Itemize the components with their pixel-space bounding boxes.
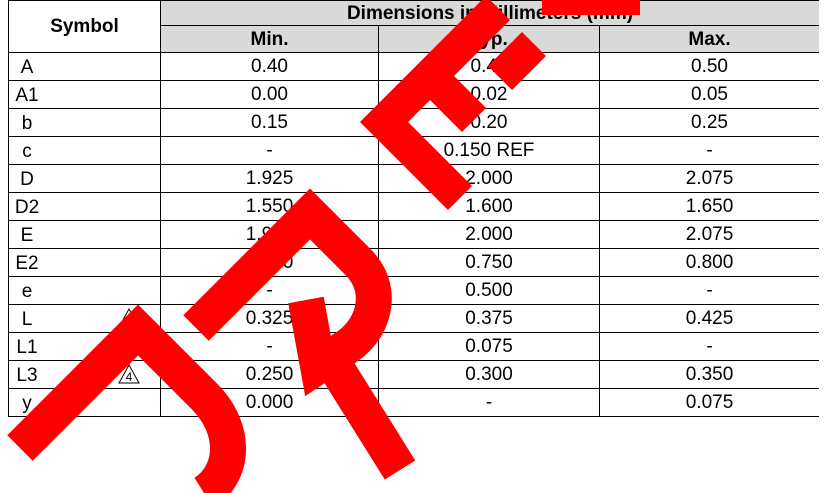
note-triangle-icon	[118, 364, 140, 384]
table-row	[9, 221, 820, 249]
min-value: 0.325	[161, 305, 379, 333]
symbol-label: D2	[14, 197, 40, 218]
symbol-label: L	[21, 309, 33, 330]
note-number: 4	[125, 314, 133, 328]
min-value: -	[161, 137, 379, 165]
typ-value: 0.750	[379, 249, 600, 277]
typ-value: 0.300	[379, 361, 600, 389]
max-value: 0.25	[600, 109, 820, 137]
header-row-1	[9, 1, 820, 26]
min-value: 1.925	[161, 165, 379, 193]
min-value: -	[161, 277, 379, 305]
min-header: Min.	[161, 26, 379, 53]
symbol-header: Symbol	[9, 1, 161, 53]
max-value: 0.05	[600, 81, 820, 109]
symbol-cell	[9, 53, 161, 81]
symbol-label: L3	[16, 365, 38, 386]
typ-value: 0.500	[379, 277, 600, 305]
typ-value: 0.20	[379, 109, 600, 137]
table-row	[9, 389, 820, 417]
symbol-cell	[9, 333, 161, 361]
table-row	[9, 305, 820, 333]
table-row	[9, 249, 820, 277]
max-value: -	[600, 137, 820, 165]
note-number: 4	[125, 370, 133, 384]
min-value: 1.550	[161, 193, 379, 221]
min-value: 0.40	[161, 53, 379, 81]
symbol-cell	[9, 81, 161, 109]
min-value: 1.925	[161, 221, 379, 249]
table-row	[9, 361, 820, 389]
note-number: 4	[125, 342, 133, 356]
table-row	[9, 333, 820, 361]
max-value: 1.650	[600, 193, 820, 221]
max-value: 2.075	[600, 165, 820, 193]
symbol-label: D	[20, 169, 34, 190]
min-value: 0.700	[161, 249, 379, 277]
typ-value: 0.075	[379, 333, 600, 361]
max-value: 2.075	[600, 221, 820, 249]
symbol-label: A	[20, 57, 34, 78]
symbol-label: L1	[16, 337, 38, 358]
max-value: -	[600, 333, 820, 361]
max-value: 0.350	[600, 361, 820, 389]
min-value: 0.000	[161, 389, 379, 417]
typ-value: -	[379, 389, 600, 417]
symbol-cell	[9, 389, 161, 417]
max-header: Max.	[600, 26, 820, 53]
typ-value: 0.45	[379, 53, 600, 81]
table-row	[9, 53, 820, 81]
table-row	[9, 109, 820, 137]
note-triangle-icon	[118, 336, 140, 356]
typ-value: 2.000	[379, 165, 600, 193]
typ-value: 2.000	[379, 221, 600, 249]
symbol-label: y	[22, 393, 32, 414]
datasheet-table-region	[8, 0, 819, 493]
symbol-cell	[9, 249, 161, 277]
table-row	[9, 137, 820, 165]
min-value: 0.15	[161, 109, 379, 137]
typ-value: 0.375	[379, 305, 600, 333]
note-triangle-icon	[118, 308, 140, 328]
max-value: -	[600, 277, 820, 305]
symbol-cell	[9, 109, 161, 137]
symbol-cell	[9, 137, 161, 165]
dimensions-group-header: Dimensions in Millimeters (mm)	[161, 1, 820, 26]
table-row	[9, 165, 820, 193]
dimensions-table	[8, 0, 819, 417]
max-value: 0.50	[600, 53, 820, 81]
min-value: 0.00	[161, 81, 379, 109]
table-row	[9, 81, 820, 109]
max-value: 0.075	[600, 389, 820, 417]
symbol-label: e	[21, 281, 33, 302]
symbol-cell	[9, 305, 161, 333]
symbol-cell	[9, 277, 161, 305]
symbol-label: A1	[15, 85, 39, 106]
max-value: 0.425	[600, 305, 820, 333]
symbol-label: c	[22, 141, 32, 162]
typ-header: Typ.	[379, 26, 600, 53]
table-row	[9, 277, 820, 305]
min-value: -	[161, 333, 379, 361]
symbol-cell	[9, 361, 161, 389]
typ-value: 1.600	[379, 193, 600, 221]
symbol-cell	[9, 221, 161, 249]
min-value: 0.250	[161, 361, 379, 389]
typ-value: 0.02	[379, 81, 600, 109]
dimensions-table-body	[9, 53, 820, 417]
symbol-label: E	[20, 225, 34, 246]
table-row	[9, 193, 820, 221]
typ-value: 0.150 REF	[379, 137, 600, 165]
max-value: 0.800	[600, 249, 820, 277]
symbol-label: b	[21, 113, 33, 134]
symbol-label: E2	[15, 253, 39, 274]
symbol-cell	[9, 193, 161, 221]
symbol-cell	[9, 165, 161, 193]
